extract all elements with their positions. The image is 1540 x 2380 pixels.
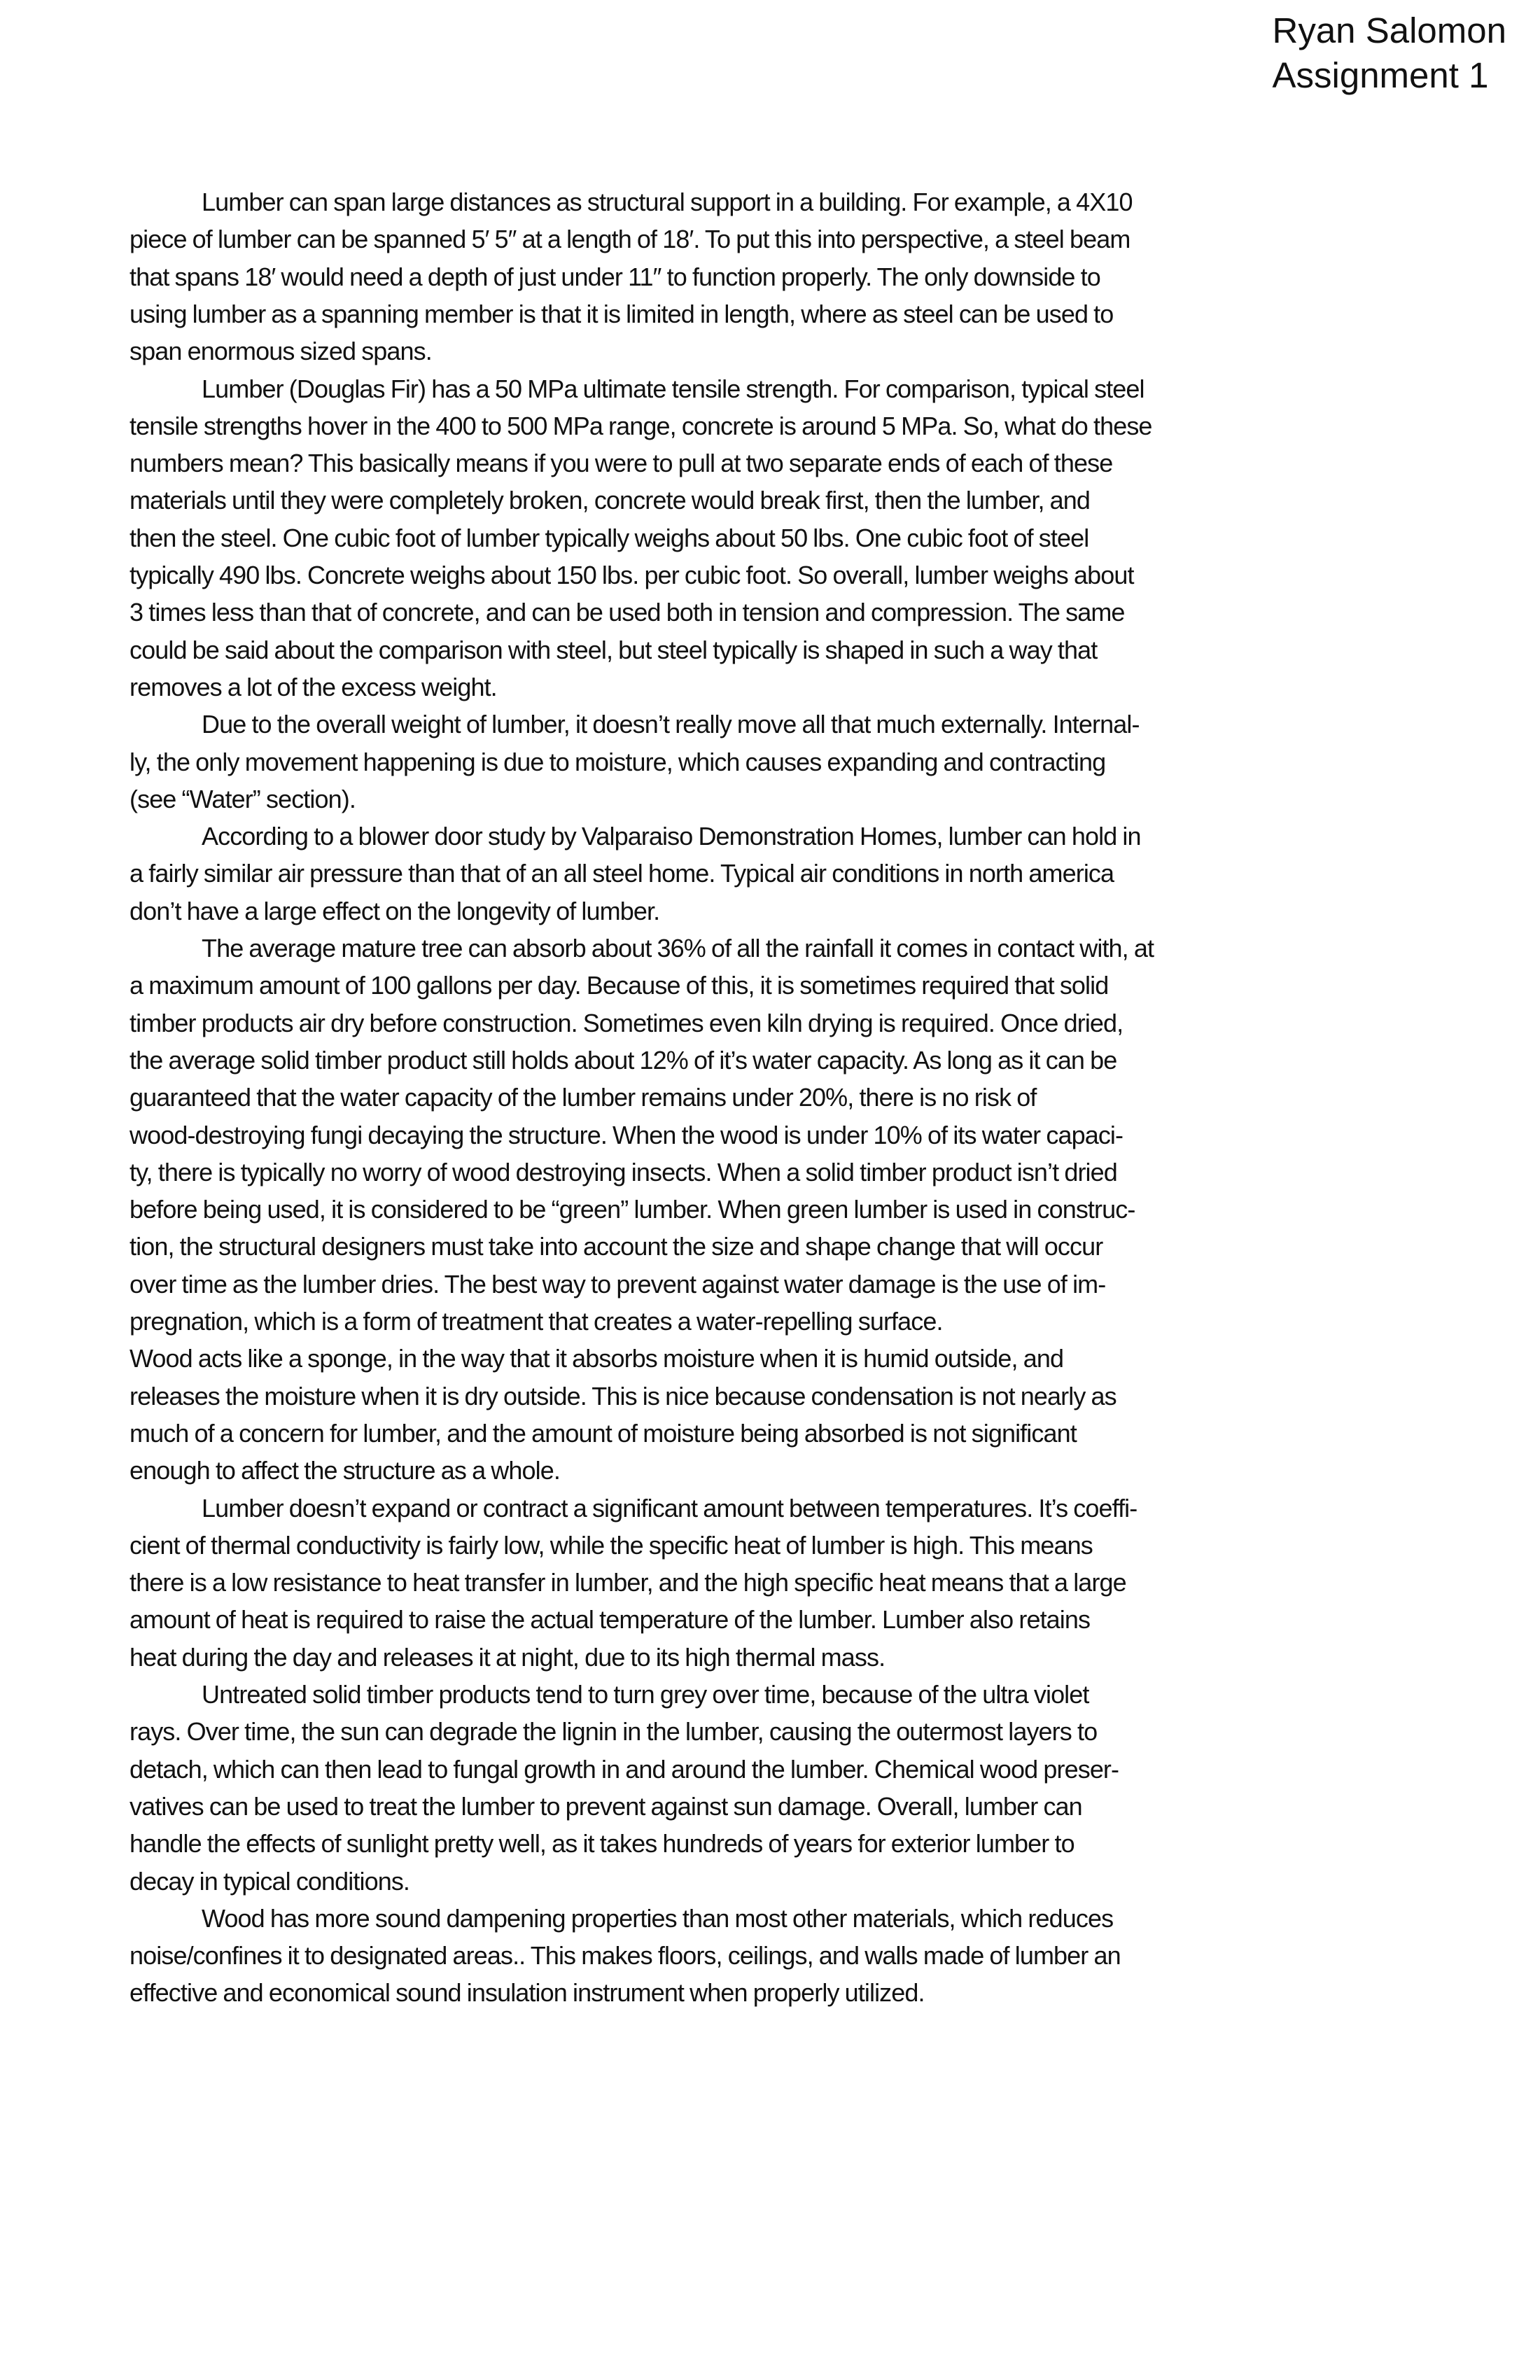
text-line: the average solid timber product still holds about 12% of it’s water capacity. As long as it can be (130, 1045, 1117, 1074)
text-line: 3 times less than that of concrete, and can be used both in tension and compression. The same (130, 598, 1125, 627)
page-header (1272, 8, 1506, 98)
text-line: over time as the lumber dries. The best way to prevent against water damage is the use of im- (130, 1269, 1106, 1298)
text-line: before being used, it is considered to be “green” lumber. When green lumber is used in construc- (130, 1195, 1135, 1224)
text-line: there is a low resistance to heat transfer in lumber, and the high specific heat means that a large (130, 1568, 1126, 1597)
text-line: ly, the only movement happening is due to moisture, which causes expanding and contracting (130, 747, 1106, 776)
text-line: piece of lumber can be spanned 5′ 5″ at a length of 18′. To put this into perspective, a steel beam (130, 225, 1130, 254)
author-name: Ryan Salomon (1272, 10, 1506, 50)
text-line: wood-destroying fungi decaying the structure. When the wood is under 10% of its water capaci- (130, 1120, 1124, 1149)
text-line: guaranteed that the water capacity of the lumber remains under 20%, there is no risk of (130, 1083, 1037, 1112)
text-line: vatives can be used to treat the lumber to prevent against sun damage. Overall, lumber can (130, 1791, 1082, 1821)
text-line: materials until they were completely broken, concrete would break first, then the lumber, and (130, 486, 1091, 515)
text-line: removes a lot of the excess weight. (130, 672, 497, 701)
text-line: tensile strengths hover in the 400 to 500 MPa range, concrete is around 5 MPa. So, what do these (130, 411, 1152, 440)
text-line: span enormous sized spans. (130, 337, 432, 366)
text-line: timber products air dry before construction. Sometimes even kiln drying is required. Once dried, (130, 1008, 1124, 1037)
text-line: numbers mean? This basically means if you were to pull at two separate ends of each of these (130, 449, 1113, 478)
text-line: Wood acts like a sponge, in the way that it absorbs moisture when it is humid outside, and (130, 1344, 1064, 1373)
text-line: amount of heat is required to raise the actual temperature of the lumber. Lumber also retains (130, 1605, 1091, 1634)
paragraph-first-line: The average mature tree can absorb about 36% of all the rainfall it comes in contact with, at (202, 934, 1154, 962)
text-line: heat during the day and releases it at night, due to its high thermal mass. (130, 1642, 886, 1672)
text-line: much of a concern for lumber, and the amount of moisture being absorbed is not significant (130, 1418, 1077, 1448)
text-line: ty, there is typically no worry of wood destroying insects. When a solid timber product isn’t dried (130, 1157, 1117, 1186)
paragraph-first-line: Untreated solid timber products tend to turn grey over time, because of the ultra violet (202, 1680, 1089, 1709)
text-line: could be said about the comparison with steel, but steel typically is shaped in such a way that (130, 635, 1098, 664)
paragraph-first-line: Lumber doesn’t expand or contract a significant amount between temperatures. It’s coeffi- (202, 1493, 1138, 1522)
text-line: handle the effects of sunlight pretty well, as it takes hundreds of years for exterior lumber to (130, 1829, 1074, 1858)
paragraph-first-line: According to a blower door study by Valparaiso Demonstration Homes, lumber can hold in (202, 822, 1141, 851)
text-line: detach, which can then lead to fungal growth in and around the lumber. Chemical wood preser- (130, 1754, 1119, 1784)
text-line: typically 490 lbs. Concrete weighs about 150 lbs. per cubic foot. So overall, lumber weighs about (130, 561, 1134, 589)
paragraph-first-line: Lumber can span large distances as structural support in a building. For example, a 4X10 (202, 188, 1133, 216)
text-line: using lumber as a spanning member is that it is limited in length, where as steel can be used to (130, 299, 1114, 328)
text-line: a fairly similar air pressure than that of an all steel home. Typical air conditions in north america (130, 859, 1114, 888)
text-line: (see “Water” section). (130, 784, 356, 813)
text-line: then the steel. One cubic foot of lumber typically weighs about 50 lbs. One cubic foot of steel (130, 523, 1089, 552)
paragraph-first-line: Wood has more sound dampening properties than most other materials, which reduces (202, 1903, 1114, 1933)
text-line: pregnation, which is a form of treatment that creates a water-repelling surface. (130, 1307, 943, 1336)
text-line: that spans 18′ would need a depth of just under 11″ to function properly. The only downside to (130, 262, 1100, 291)
text-line: effective and economical sound insulation instrument when properly utilized. (130, 1978, 925, 2008)
text-line: enough to affect the structure as a whole. (130, 1456, 560, 1485)
text-line: releases the moisture when it is dry outside. This is nice because condensation is not nearly as (130, 1381, 1116, 1410)
text-line: don’t have a large effect on the longevity of lumber. (130, 896, 660, 925)
text-line: rays. Over time, the sun can degrade the lignin in the lumber, causing the outermost layers to (130, 1717, 1098, 1746)
text-line: decay in typical conditions. (130, 1866, 410, 1896)
paragraph-first-line: Due to the overall weight of lumber, it doesn’t really move all that much externally. Internal- (202, 710, 1140, 739)
assignment-title: Assignment 1 (1272, 55, 1489, 95)
text-line: noise/confines it to designated areas.. This makes floors, ceilings, and walls made of lumber an (130, 1941, 1121, 1970)
paragraph-first-line: Lumber (Douglas Fir) has a 50 MPa ultimate tensile strength. For comparison, typical steel (202, 374, 1144, 403)
text-line: a maximum amount of 100 gallons per day. Because of this, it is sometimes required that solid (130, 971, 1109, 1000)
text-line: tion, the structural designers must take into account the size and shape change that will occur (130, 1232, 1103, 1261)
text-line: cient of thermal conductivity is fairly low, while the specific heat of lumber is high. This means (130, 1530, 1093, 1560)
